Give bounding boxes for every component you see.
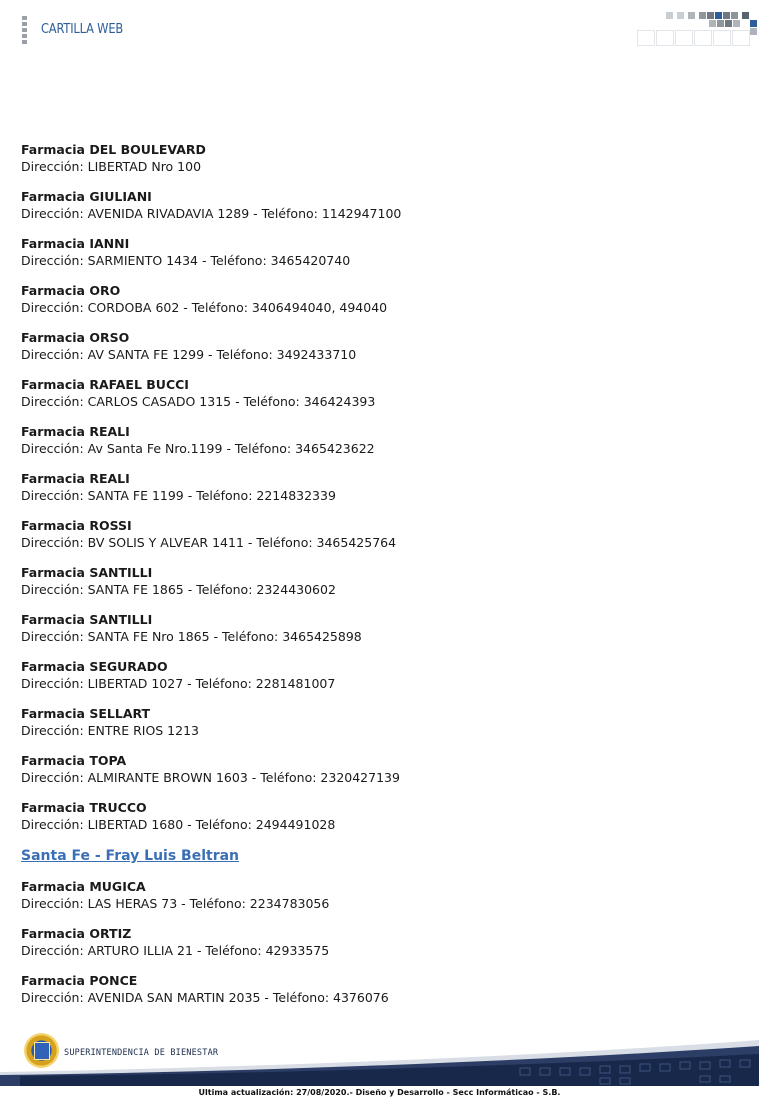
pharmacy-name: Farmacia GIULIANI: [21, 189, 152, 204]
pharmacy-name: Farmacia MUGICA: [21, 879, 146, 894]
corner-decoration: [637, 10, 759, 50]
pharmacy-address: Dirección: LIBERTAD 1680 - Teléfono: 2494491028: [21, 817, 336, 832]
pharmacy-entry: [21, 236, 721, 269]
pharmacy-address: Dirección: SANTA FE 1865 - Teléfono: 2324430602: [21, 582, 336, 597]
pharmacy-entry: [21, 800, 721, 833]
pharmacy-entry: [21, 377, 721, 410]
pharmacy-address: Dirección: ENTRE RIOS 1213: [21, 723, 199, 738]
pharmacy-entry: [21, 926, 721, 959]
pharmacy-name: Farmacia SANTILLI: [21, 565, 153, 580]
pharmacy-name: Farmacia PONCE: [21, 973, 138, 988]
pharmacy-list-santa-fe: [21, 142, 721, 833]
header-accent-bar: [22, 16, 27, 46]
pharmacy-entry: [21, 753, 721, 786]
pharmacy-address: Dirección: ALMIRANTE BROWN 1603 - Teléfono: 2320427139: [21, 770, 400, 785]
pharmacy-entry: [21, 142, 721, 175]
pharmacy-name: Farmacia SEGURADO: [21, 659, 168, 674]
pharmacy-address: Dirección: LIBERTAD Nro 100: [21, 159, 202, 174]
pharmacy-name: Farmacia ORO: [21, 283, 121, 298]
pharmacy-entry: [21, 424, 721, 457]
pharmacy-entry: [21, 706, 721, 739]
pharmacy-address: Dirección: CORDOBA 602 - Teléfono: 3406494040, 494040: [21, 300, 388, 315]
pharmacy-name: Farmacia TOPA: [21, 753, 127, 768]
pharmacy-name: Farmacia SELLART: [21, 706, 151, 721]
last-updated: Ultima actualización: 27/08/2020.- Diseño y Desarrollo - Secc Informáticao - S.B.: [198, 1088, 561, 1097]
pharmacy-entry: [21, 659, 721, 692]
page-title: CARTILLA WEB: [41, 22, 124, 37]
pharmacy-address: Dirección: SANTA FE Nro 1865 - Teléfono: 3465425898: [21, 629, 362, 644]
section-link-fray-luis-beltran[interactable]: Santa Fe - Fray Luis Beltran: [21, 848, 240, 864]
pharmacy-entry: [21, 518, 721, 551]
pharmacy-name: Farmacia REALI: [21, 424, 130, 439]
pharmacy-name: Farmacia ROSSI: [21, 518, 132, 533]
pharmacy-entry: [21, 189, 721, 222]
footer-wave: [0, 1028, 759, 1088]
pharmacy-entry: [21, 973, 721, 1006]
pharmacy-name: Farmacia IANNI: [21, 236, 130, 251]
pharmacy-name: Farmacia REALI: [21, 471, 130, 486]
pharmacy-name: Farmacia RAFAEL BUCCI: [21, 377, 189, 392]
pharmacy-entry: [21, 283, 721, 316]
pharmacy-address: Dirección: SARMIENTO 1434 - Teléfono: 3465420740: [21, 253, 351, 268]
pharmacy-name: Farmacia DEL BOULEVARD: [21, 142, 206, 157]
pharmacy-name: Farmacia SANTILLI: [21, 612, 153, 627]
pharmacy-list-fray-luis-beltran: [21, 879, 721, 1006]
pharmacy-address: Dirección: AVENIDA RIVADAVIA 1289 - Teléfono: 1142947100: [21, 206, 402, 221]
pharmacy-entry: [21, 471, 721, 504]
pharmacy-address: Dirección: BV SOLIS Y ALVEAR 1411 - Teléfono: 3465425764: [21, 535, 397, 550]
pharmacy-entry: [21, 330, 721, 363]
pharmacy-entry: [21, 879, 721, 912]
pharmacy-name: Farmacia ORTIZ: [21, 926, 132, 941]
pharmacy-entry: [21, 612, 721, 645]
pharmacy-address: Dirección: LIBERTAD 1027 - Teléfono: 2281481007: [21, 676, 336, 691]
pharmacy-address: Dirección: LAS HERAS 73 - Teléfono: 2234783056: [21, 896, 330, 911]
pharmacy-address: Dirección: CARLOS CASADO 1315 - Teléfono: 346424393: [21, 394, 376, 409]
page-header: [0, 0, 759, 60]
pharmacy-name: Farmacia ORSO: [21, 330, 130, 345]
agency-name: SUPERINTENDENCIA DE BIENESTAR: [64, 1048, 219, 1058]
pharmacy-address: Dirección: AVENIDA SAN MARTIN 2035 - Teléfono: 4376076: [21, 990, 389, 1005]
pharmacy-entry: [21, 565, 721, 598]
page-footer: [0, 1028, 759, 1101]
pharmacy-listing: [21, 142, 721, 1020]
pharmacy-address: Dirección: AV SANTA FE 1299 - Teléfono: 3492433710: [21, 347, 357, 362]
pharmacy-address: Dirección: ARTURO ILLIA 21 - Teléfono: 42933575: [21, 943, 330, 958]
pharmacy-name: Farmacia TRUCCO: [21, 800, 147, 815]
agency-seal: [24, 1033, 59, 1068]
pharmacy-address: Dirección: Av Santa Fe Nro.1199 - Teléfono: 3465423622: [21, 441, 375, 456]
pharmacy-address: Dirección: SANTA FE 1199 - Teléfono: 2214832339: [21, 488, 336, 503]
